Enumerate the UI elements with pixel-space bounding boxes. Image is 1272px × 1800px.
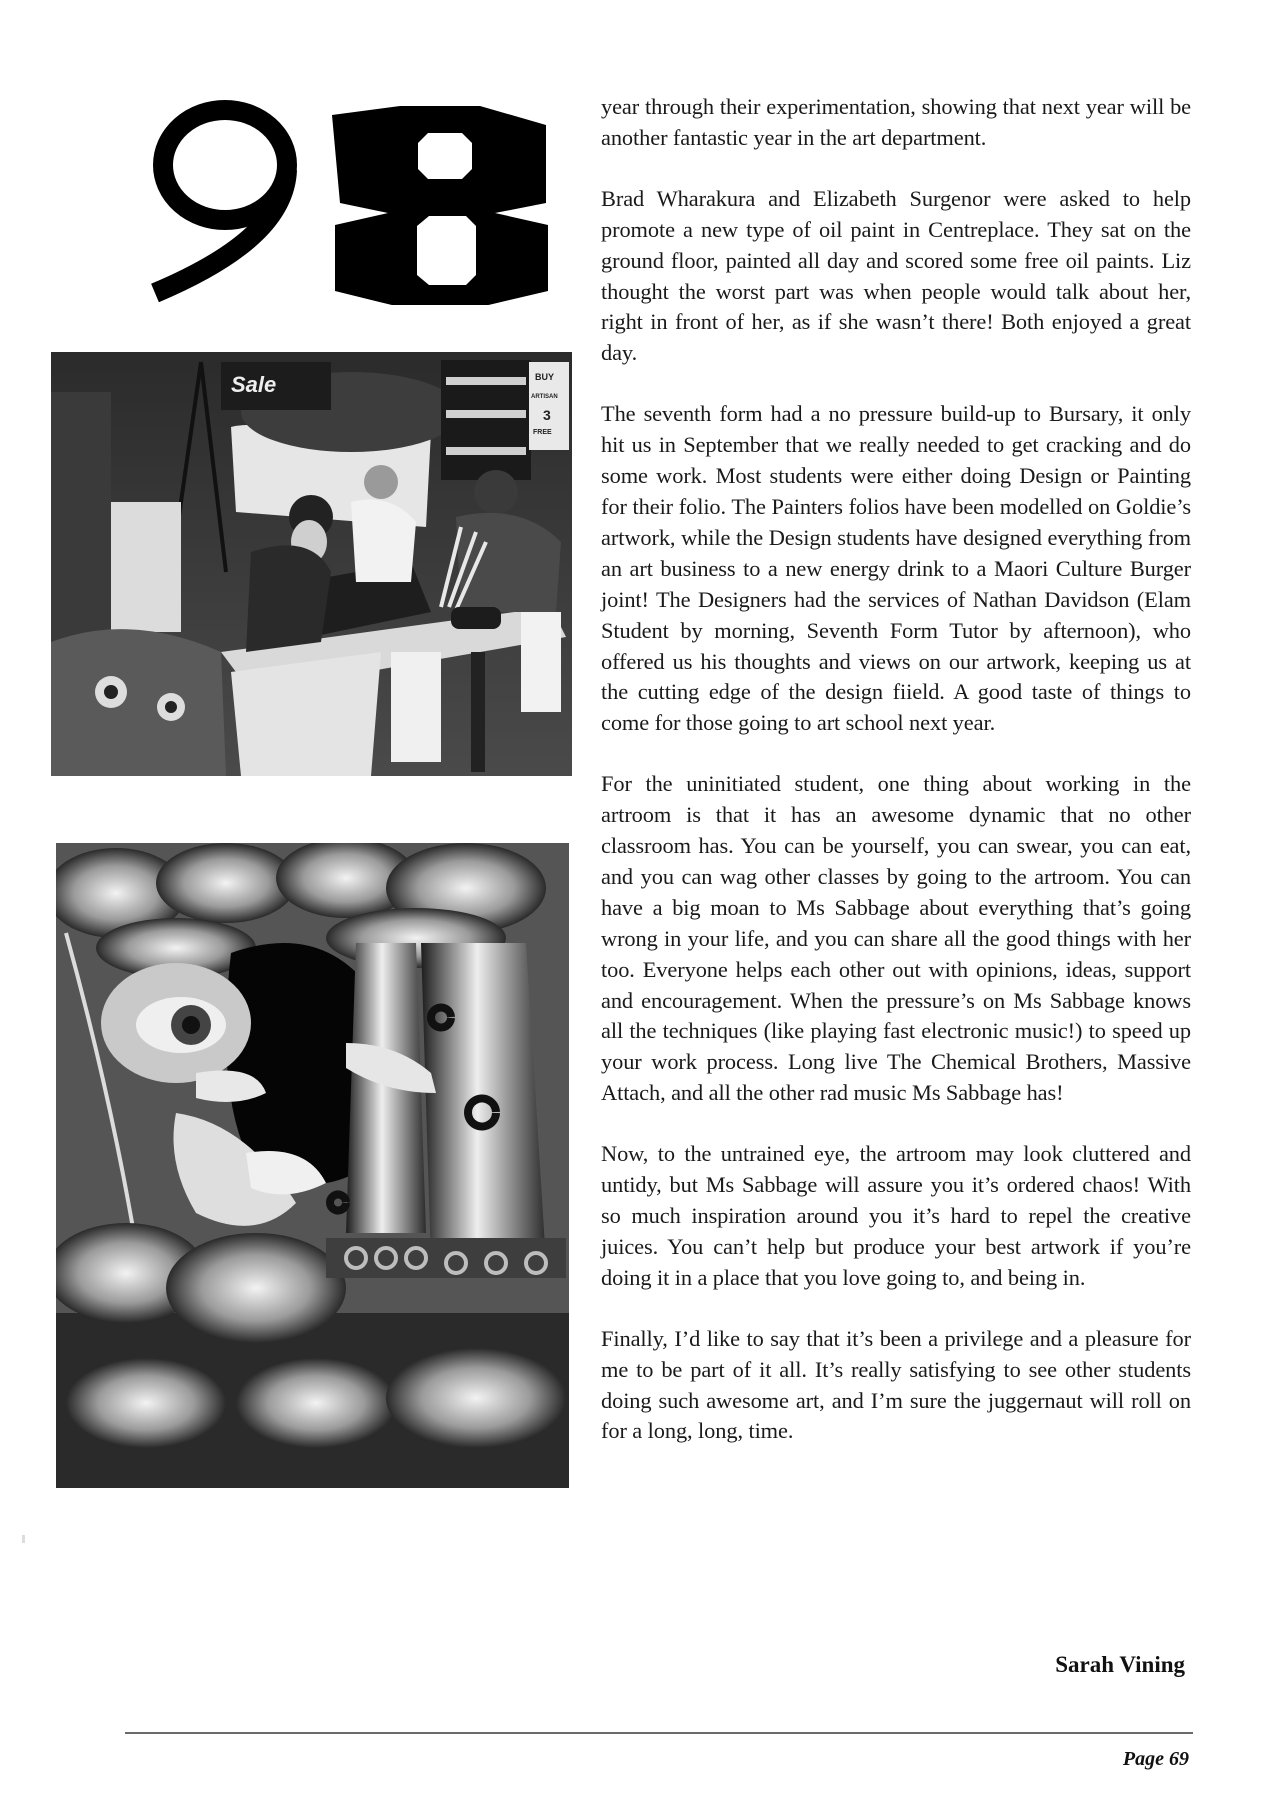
art-stall-photo [51,352,572,776]
sale-sign-text: Sale [231,372,277,397]
page-number: Page 69 [1122,1748,1189,1770]
digit-eight [332,106,548,305]
maori-artwork-painting [56,843,569,1488]
article-body [601,92,1191,1477]
paragraph-artroom-dynamic: For the uninitiated student, one thing about working in the artroom is that it has an awesome dynamic that no other classroom has. You can be yourself, you can swear, you can eat, and you can wag other classes by going to the artroom. You can have a big moan to Ms Sabbage about everything that’s going wrong in your life, and you can share all the good things with her too. Everyone helps each other out with opinions, ideas, support and encouragement. When the pressure’s on Ms Sabbage knows all the techniques (like playing fast electronic music!) to speed up your work process. Long live The Chemical Brothers, Massive Attach, and all the other rad music Ms Sabbage has! [601,771,1191,1106]
svg-text:3: 3 [543,407,551,423]
footer-divider [125,1732,1193,1734]
svg-text:FREE: FREE [533,429,552,436]
svg-text:BUY: BUY [535,372,555,382]
paragraph-seventh-form: The seventh form had a no pressure build-up to Bursary, it only hit us in September that we really needed to get cracking and do some work. Most students were either doing Design or Painting for their folio. The Painters folios have been modelled on Goldie’s artwork, while the Design students have designed everything from an art business to a new energy drink to a Maori Culture Burger joint! The Designers had the services of Nathan Davidson (Elam Student by morning, Seventh Form Tutor by afternoon), who offered us his thoughts and views on our artwork, keeping us at the cutting edge of the design fiield. A good taste of things to come for those going to art school next year. [601,401,1191,736]
year-98-logo [150,95,550,305]
author-signature: Sarah Vining [1055,1652,1185,1677]
scan-speck [22,1535,25,1543]
paragraph-closing: Finally, I’d like to say that it’s been a privilege and a pleasure for me to be part of it all. It’s really satisfying to see other students doing such awesome art, and I’m sure the juggernaut will roll on for a long, long, time. [601,1325,1191,1444]
svg-text:ARTISAN: ARTISAN [531,394,558,400]
paragraph-intro: year through their experimentation, showing that next year will be another fantastic year in the art department. [601,94,1191,150]
digit-nine [155,110,287,293]
paragraph-oil-paint-promo: Brad Wharakura and Elizabeth Surgenor were asked to help promote a new type of oil paint in Centreplace. They sat on the ground floor, painted all day and scored some free oil paints. Liz thought the worst part was when people would talk about her, right in front of her, as if she wasn’t there! Both enjoyed a great day. [601,185,1191,366]
year-heading [150,95,550,305]
paragraph-ordered-chaos: Now, to the untrained eye, the artroom may look cluttered and untidy, but Ms Sabbage will assure you it’s ordered chaos! With so much inspiration around you it’s hard to repel the creative juices. You can’t help but produce your best artwork if you’re doing it in a place that you love going to, and being in. [601,1141,1191,1290]
